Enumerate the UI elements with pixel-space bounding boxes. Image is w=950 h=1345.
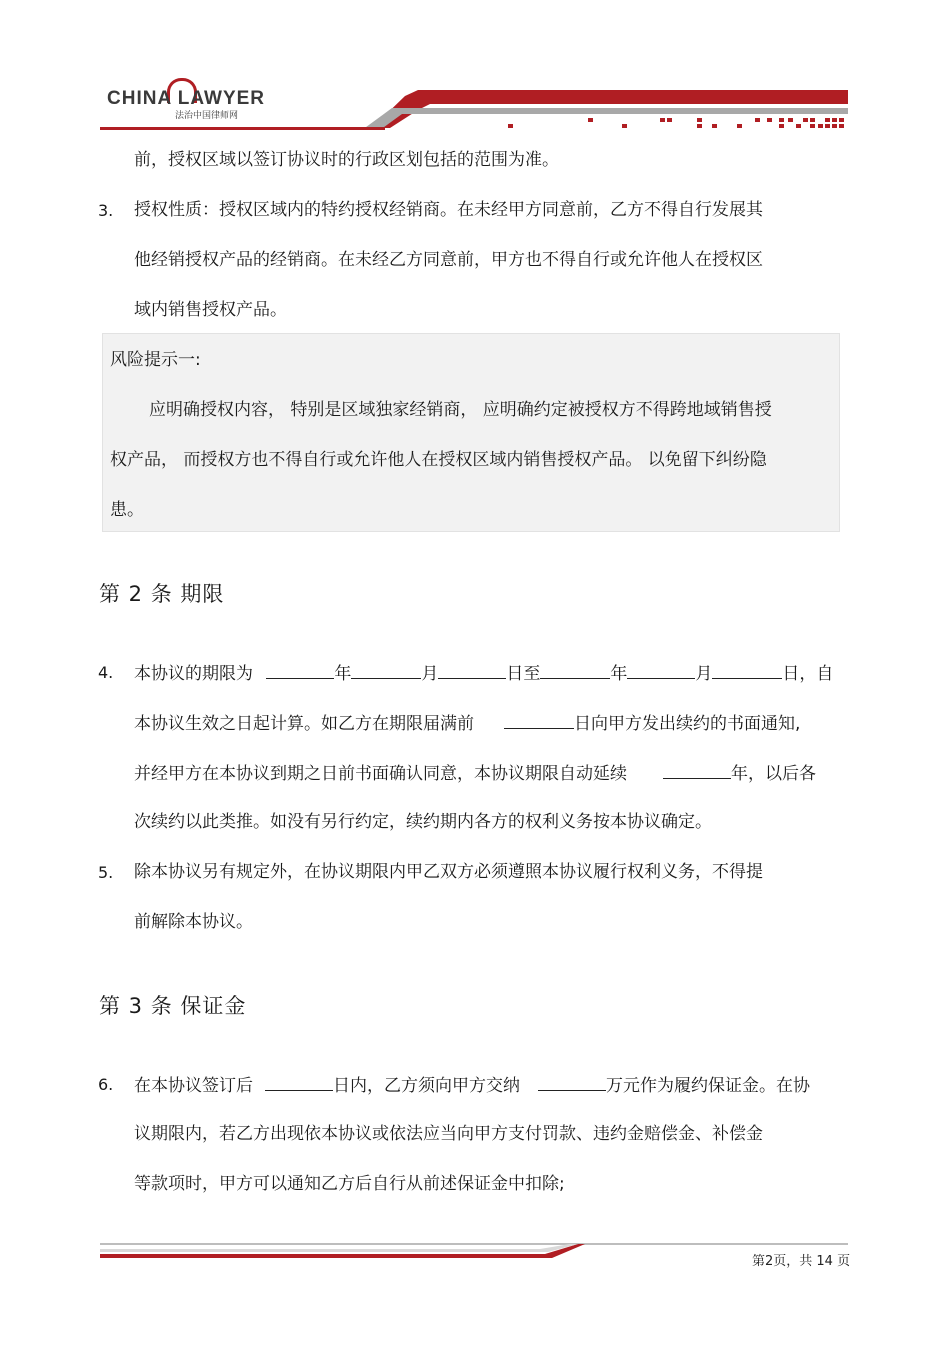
header-underline	[100, 127, 385, 130]
start-day-blank[interactable]	[438, 660, 506, 679]
clause4-line2	[134, 710, 800, 736]
footer-gray-line	[100, 1243, 848, 1245]
clause6-line1	[134, 1072, 810, 1098]
risk-note-box	[102, 333, 840, 532]
risk-note-title: 风险提示一:	[110, 350, 201, 370]
header-pixel-dots	[508, 118, 844, 128]
end-month-blank[interactable]	[627, 660, 695, 679]
clause6-line2: 议期限内，若乙方出现依本协议或依法应当向甲方支付罚款、违约金赔偿金、补偿金	[134, 1124, 763, 1144]
header-gray-swoosh	[362, 108, 848, 130]
clause6-line3: 等款项时，甲方可以通知乙方后自行从前述保证金中扣除;	[134, 1174, 565, 1194]
clause3-line3: 域内销售授权产品。	[134, 300, 287, 320]
risk-note-line1: 应明确授权内容， 特别是区域独家经销商， 应明确约定被授权方不得跨地域销售授	[149, 400, 772, 420]
clause4-line3	[134, 760, 816, 786]
clause4-line2-text: 本协议生效之日起计算。如乙方在期限届满前	[134, 714, 474, 734]
clause4-line2-text-b: 日向甲方发出续约的书面通知,	[574, 714, 801, 734]
end-year-label: 年	[610, 664, 628, 684]
deposit-days-blank[interactable]	[265, 1072, 333, 1091]
clause4-number: 4.	[98, 663, 114, 682]
clause5-line2: 前解除本协议。	[134, 912, 253, 932]
article2-heading: 第 2 条 期限	[99, 582, 225, 606]
article1-tail-line: 前，授权区域以签订协议时的行政区划包括的范围为准。	[134, 150, 559, 170]
deposit-amount-blank[interactable]	[538, 1072, 606, 1091]
end-day-blank[interactable]	[712, 660, 782, 679]
footer-light-swoosh	[100, 1244, 578, 1252]
start-month-blank[interactable]	[351, 660, 421, 679]
clause5-number: 5.	[98, 863, 114, 882]
clause4-line3-text: 并经甲方在本协议到期之日前书面确认同意，本协议期限自动延续	[134, 764, 627, 784]
logo-subtitle: 法治中国律师网	[175, 111, 239, 121]
clause3-line2: 他经销授权产品的经销商。在未经乙方同意前，甲方也不得自行或允许他人在授权区	[134, 250, 763, 270]
logo-text: CHINA LAWYER	[107, 88, 266, 109]
start-month-label: 月	[421, 664, 439, 684]
article3-heading: 第 3 条 保证金	[99, 994, 247, 1018]
start-year-blank[interactable]	[266, 660, 334, 679]
renewal-years-blank[interactable]	[663, 760, 731, 779]
clause3-line1: 授权性质：授权区域内的特约授权经销商。在未经甲方同意前，乙方不得自行发展其	[134, 200, 763, 220]
end-year-blank[interactable]	[540, 660, 610, 679]
end-month-label: 月	[695, 664, 713, 684]
clause6-line1-text-a: 在本协议签订后	[134, 1076, 253, 1096]
end-day-label: 日，自	[782, 664, 834, 684]
clause4-line3-text-b: 年，以后各	[731, 764, 816, 784]
page-number: 第2页，共 14 页	[752, 1254, 851, 1269]
clause4-line4: 次续约以此类推。如没有另行约定，续约期内各方的权利义务按本协议确定。	[134, 812, 712, 832]
clause3-number: 3.	[98, 201, 114, 220]
clause6-number: 6.	[98, 1075, 114, 1094]
risk-note-line2: 权产品， 而授权方也不得自行或允许他人在授权区域内销售授权产品。 以免留下纠纷隐	[110, 450, 767, 470]
risk-note-line3: 患。	[110, 500, 144, 520]
start-year-label: 年	[334, 664, 352, 684]
start-day-label: 日至	[506, 664, 541, 684]
clause6-line1-text-c: 万元作为履约保证金。在协	[606, 1076, 810, 1096]
china-lawyer-logo	[107, 78, 266, 126]
clause4-line1	[134, 660, 833, 686]
clause4-term-label: 本协议的期限为	[134, 664, 253, 684]
clause5-line1: 除本协议另有规定外，在协议期限内甲乙双方必须遵照本协议履行权利义务，不得提	[134, 862, 763, 882]
clause6-line1-text-b: 日内，乙方须向甲方交纳	[333, 1076, 520, 1096]
renewal-notice-days-blank[interactable]	[504, 710, 574, 729]
